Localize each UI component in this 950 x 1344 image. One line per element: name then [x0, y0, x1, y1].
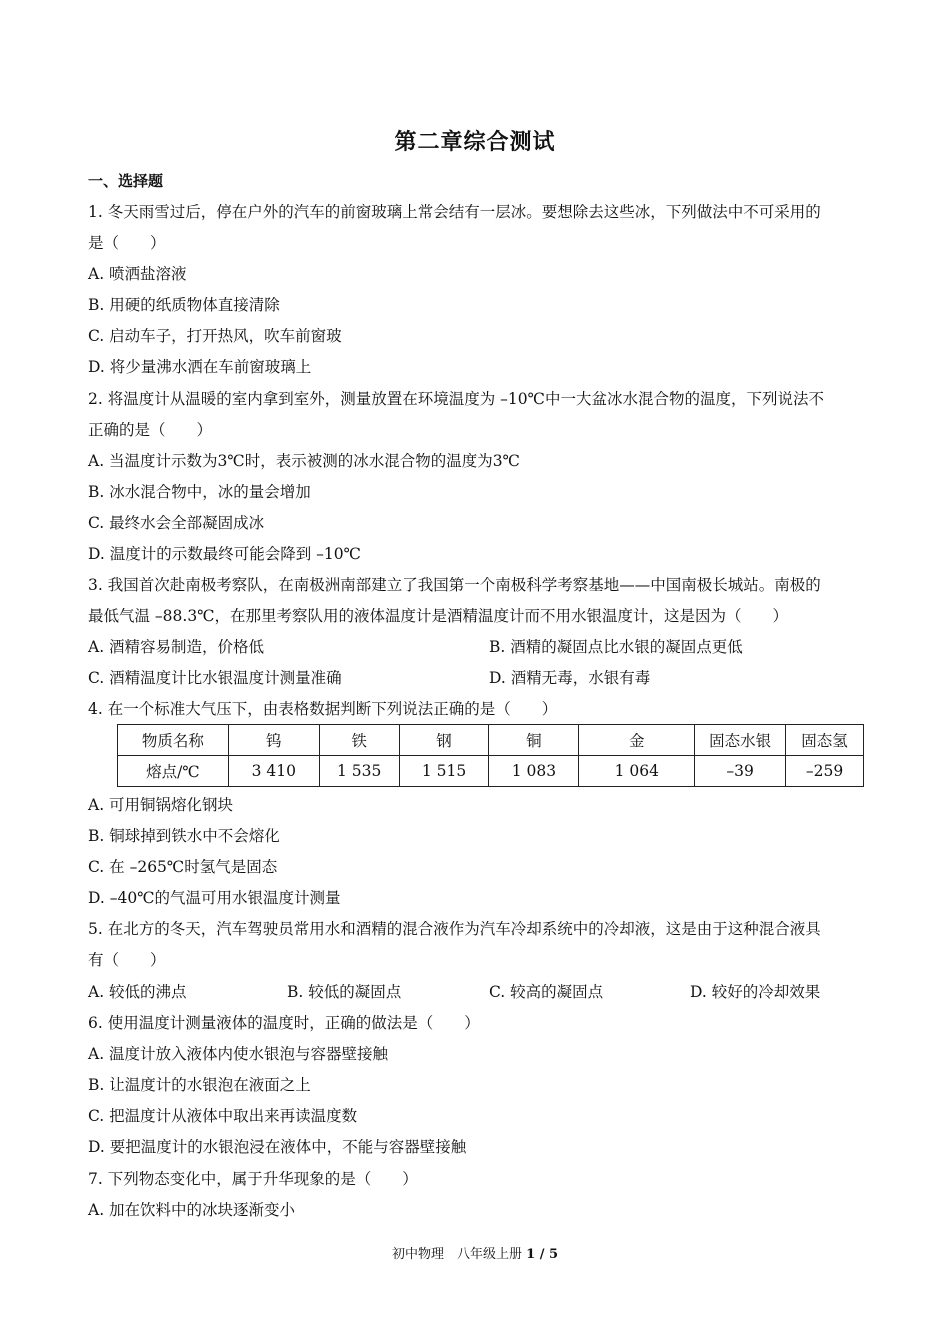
table-header-row: [118, 725, 864, 756]
q3-option-d: D. 酒精无毒，水银有毒: [489, 669, 651, 687]
q4-option-c: C. 在 –265℃时氢气是固态: [88, 858, 278, 876]
table-row: [118, 756, 864, 787]
table-cell: 铜: [489, 725, 579, 756]
q4-option-d: D. –40℃的气温可用水银温度计测量: [88, 889, 341, 907]
table-cell: 1 515: [399, 756, 489, 787]
q3-option-a: A. 酒精容易制造，价格低: [88, 638, 265, 656]
q2-option-c: C. 最终水会全部凝固成冰: [88, 514, 265, 532]
table-cell: 物质名称: [118, 725, 229, 756]
q1-option-d: D. 将少量沸水洒在车前窗玻璃上: [88, 358, 312, 376]
q5-option-a: A. 较低的沸点: [88, 983, 187, 1001]
q6-option-c: C. 把温度计从液体中取出来再读温度数: [88, 1107, 358, 1125]
q5-option-d: D. 较好的冷却效果: [690, 983, 821, 1001]
q4-option-a: A. 可用铜锅熔化钢块: [88, 796, 234, 814]
q2-option-b: B. 冰水混合物中，冰的量会增加: [88, 483, 311, 501]
q4-stem: 4. 在一个标准大气压下，由表格数据判断下列说法正确的是（ ）: [88, 700, 558, 718]
q1-option-a: A. 喷洒盐溶液: [88, 265, 187, 283]
q1-option-b: B. 用硬的纸质物体直接清除: [88, 296, 280, 314]
table-cell: 1 064: [579, 756, 695, 787]
q6-option-a: A. 温度计放入液体内使水银泡与容器壁接触: [88, 1045, 389, 1063]
table-cell: –39: [695, 756, 786, 787]
q2-stem-line1: 2. 将温度计从温暖的室内拿到室外，测量放置在环境温度为 –10℃中一大盆冰水混合物的温度，下列说法不: [88, 390, 824, 408]
table-cell: 1 083: [489, 756, 579, 787]
table-cell: 3 410: [228, 756, 319, 787]
q5-stem-line2: 有（ ）: [88, 951, 166, 969]
q4-option-b: B. 铜球掉到铁水中不会熔化: [88, 827, 280, 845]
melting-point-table: [117, 724, 864, 787]
q1-stem-line2: 是（ ）: [88, 234, 166, 252]
table-cell: 熔点/℃: [118, 756, 229, 787]
table-cell: –259: [786, 756, 864, 787]
q3-stem-line1: 3. 我国首次赴南极考察队，在南极洲南部建立了我国第一个南极科学考察基地——中国南极长城站。南极的: [88, 576, 821, 594]
page-number: 1 / 5: [526, 1247, 559, 1262]
table-cell: 固态氢: [786, 725, 864, 756]
q1-stem-line1: 1. 冬天雨雪过后，停在户外的汽车的前窗玻璃上常会结有一层冰。要想除去这些冰，下列做法中不可采用的: [88, 203, 821, 221]
q7-stem: 7. 下列物态变化中，属于升华现象的是（ ）: [88, 1170, 418, 1188]
table-cell: 铁: [319, 725, 399, 756]
table-cell: 1 535: [319, 756, 399, 787]
q5-option-b: B. 较低的凝固点: [287, 983, 402, 1001]
table-cell: 固态水银: [695, 725, 786, 756]
q2-stem-line2: 正确的是（ ）: [88, 421, 213, 439]
q5-stem-line1: 5. 在北方的冬天，汽车驾驶员常用水和酒精的混合液作为汽车冷却系统中的冷却液，这是由于这种混合液具: [88, 920, 821, 938]
q3-option-b: B. 酒精的凝固点比水银的凝固点更低: [489, 638, 743, 656]
q5-option-c: C. 较高的凝固点: [489, 983, 604, 1001]
q6-stem: 6. 使用温度计测量液体的温度时，正确的做法是（ ）: [88, 1014, 480, 1032]
q1-option-c: C. 启动车子，打开热风，吹车前窗玻: [88, 327, 342, 345]
footer-subject: 初中物理 八年级上册: [391, 1247, 527, 1262]
q3-option-c: C. 酒精温度计比水银温度计测量准确: [88, 669, 342, 687]
table-cell: 钢: [399, 725, 489, 756]
q6-option-b: B. 让温度计的水银泡在液面之上: [88, 1076, 311, 1094]
section-heading: 一、选择题: [88, 172, 164, 190]
q3-stem-line2: 最低气温 –88.3℃，在那里考察队用的液体温度计是酒精温度计而不用水银温度计，这是因为（ ）: [88, 607, 789, 625]
q6-option-d: D. 要把温度计的水银泡浸在液体中，不能与容器壁接触: [88, 1138, 467, 1156]
page-footer: [0, 1243, 950, 1262]
q2-option-a: A. 当温度计示数为3℃时，表示被测的冰水混合物的温度为3℃: [88, 452, 520, 470]
table-cell: 金: [579, 725, 695, 756]
q2-option-d: D. 温度计的示数最终可能会降到 –10℃: [88, 545, 361, 563]
table-cell: 钨: [228, 725, 319, 756]
q7-option-a: A. 加在饮料中的冰块逐渐变小: [88, 1201, 296, 1219]
page-title: 第二章综合测试: [394, 129, 556, 155]
